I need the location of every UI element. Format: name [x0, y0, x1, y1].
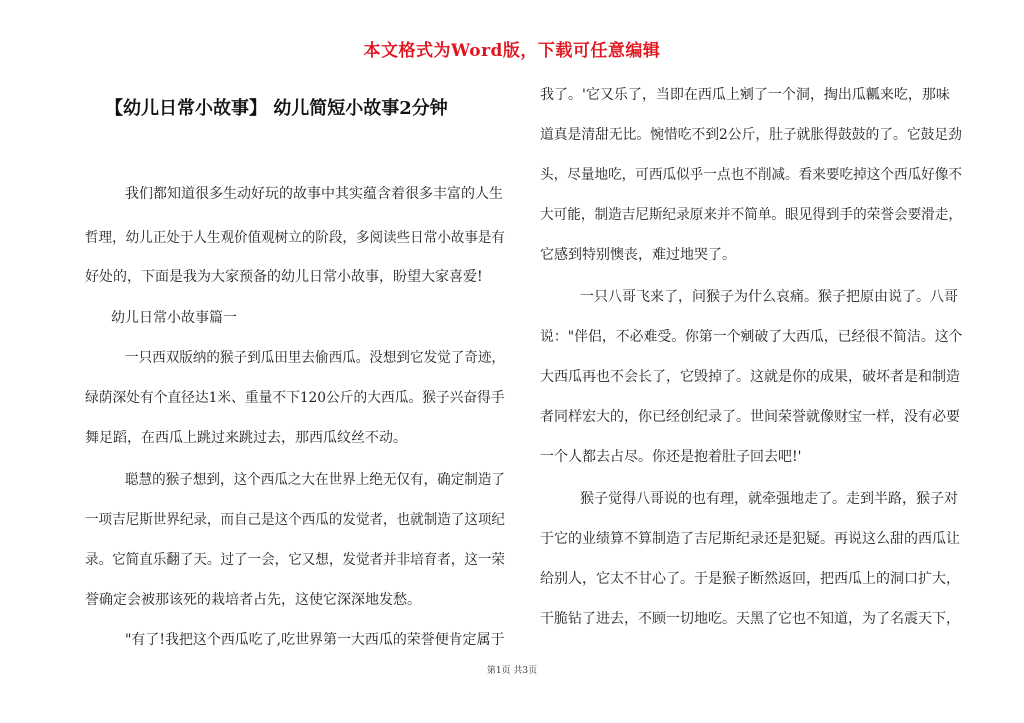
page-number-footer: 第1页 共3页 — [486, 666, 538, 676]
paragraph-line: 好处的，下面是我为大家预备的幼儿日常小故事，盼望大家喜爱! — [85, 269, 483, 285]
paragraph-line: 聪慧的猴子想到，这个西瓜之大在世界上绝无仅有，确定制造了 — [125, 472, 506, 488]
paragraph-line: 者同样宏大的，你已经创纪录了。世间荣誉就像财宝一样，没有必要 — [540, 409, 960, 425]
paragraph-line: 大可能，制造吉尼斯纪录原来并不简单。眼见得到手的荣誉会要滑走， — [540, 207, 963, 223]
paragraph-line: 给别人，它太不甘心了。于是猴子断然返回，把西瓜上的洞口扩大， — [540, 571, 960, 587]
format-notice-banner: 本文格式为Word版，下载可任意编辑 — [363, 41, 661, 61]
paragraph-line: 道真是清甜无比。惋惜吃不到2公斤，肚子就胀得鼓鼓的了。它鼓足劲 — [540, 127, 962, 143]
paragraph-line: 干脆钻了进去，不顾一切地吃。天黑了它也不知道，为了名震天下， — [540, 611, 960, 627]
paragraph-line: 大西瓜再也不会长了，它毁掉了。这就是你的成果，破坏者是和制造 — [540, 369, 960, 385]
paragraph-line: 绿荫深处有个直径达1米、重量不下120公斤的大西瓜。猴子兴奋得手 — [85, 390, 505, 406]
paragraph-line: 一只西双版纳的猴子到瓜田里去偷西瓜。没想到它发觉了奇迹， — [125, 350, 506, 366]
paragraph-line: 猴子觉得八哥说的也有理，就牵强地走了。走到半路，猴子对 — [580, 491, 958, 507]
paragraph-line: 哲理，幼儿正处于人生观价值观树立的阶段，多阅读些日常小故事是有 — [85, 230, 505, 246]
paragraph-line: 头，尽量地吃，可西瓜似乎一点也不削减。看来要吃掉这个西瓜好像不 — [540, 167, 963, 183]
paragraph-line: 说："伴侣，不必难受。你第一个剜破了大西瓜，已经很不简洁。这个 — [540, 329, 963, 345]
document-title: 【幼儿日常小故事】 幼儿简短小故事2分钟 — [105, 98, 448, 119]
paragraph-line: 录。它简直乐翻了天。过了一会，它又想，发觉者并非培育者，这一荣 — [85, 552, 505, 568]
paragraph-line: 一个人都去占尽。你还是抱着肚子回去吧!' — [540, 449, 802, 465]
paragraph-line: 它感到特别懊丧，难过地哭了。 — [540, 247, 736, 263]
section-heading: 幼儿日常小故事篇一 — [111, 310, 237, 326]
paragraph-line: 于它的业绩算不算制造了吉尼斯纪录还是犯疑。再说这么甜的西瓜让 — [540, 531, 960, 547]
paragraph-line: 一项吉尼斯世界纪录，而自己是这个西瓜的发觉者，也就制造了这项纪 — [85, 512, 505, 528]
paragraph-line: 舞足蹈，在西瓜上跳过来跳过去，那西瓜纹丝不动。 — [85, 430, 407, 446]
paragraph-line: 我们都知道很多生动好玩的故事中其实蕴含着很多丰富的人生 — [125, 186, 503, 202]
paragraph-line: "有了!我把这个西瓜吃了,吃世界第一大西瓜的荣誉便肯定属于 — [125, 632, 505, 648]
paragraph-line: 一只八哥飞来了，问猴子为什么哀痛。猴子把原由说了。八哥 — [580, 289, 958, 305]
paragraph-line: 我了。'它又乐了，当即在西瓜上剜了一个洞，掏出瓜瓤来吃，那味 — [540, 87, 950, 103]
paragraph-line: 誉确定会被那该死的栽培者占先，这使它深深地发愁。 — [85, 592, 421, 608]
